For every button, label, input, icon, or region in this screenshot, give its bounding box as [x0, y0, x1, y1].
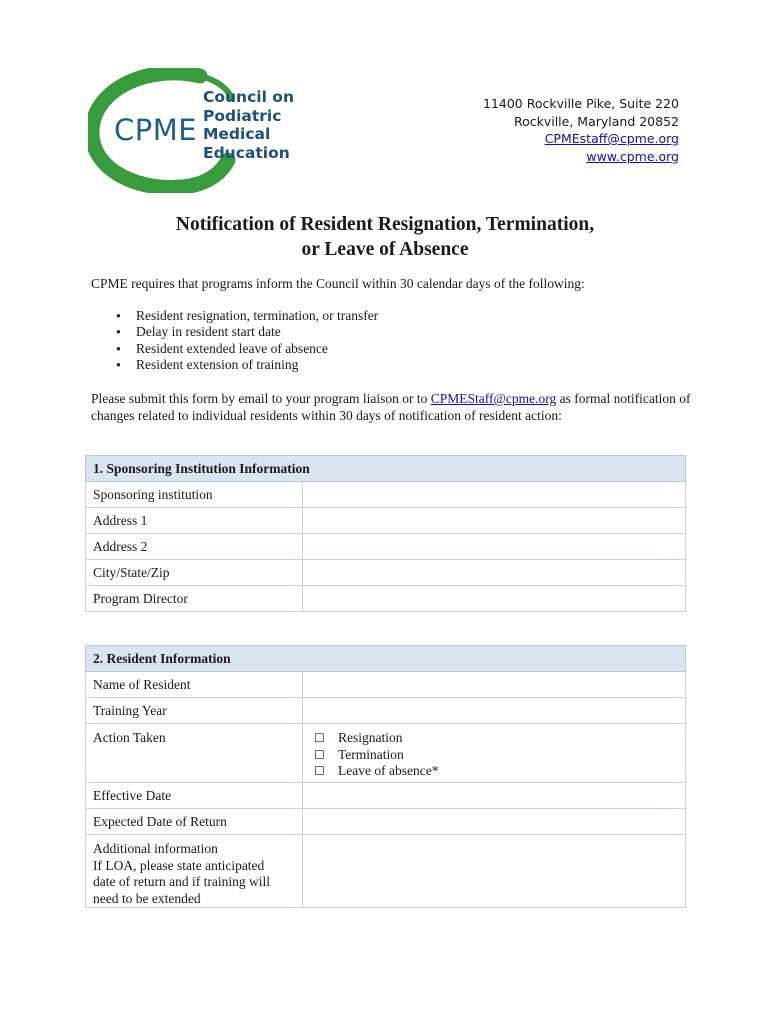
city-state-zip-field[interactable] — [303, 560, 686, 586]
option-resignation[interactable]: ☐ Resignation — [314, 730, 403, 745]
table-row — [86, 560, 686, 586]
field-label: Address 2 — [86, 534, 303, 560]
cpme-logo — [88, 68, 328, 193]
expected-return-date-field[interactable] — [303, 809, 686, 835]
table-row — [86, 534, 686, 560]
table-row — [86, 482, 686, 508]
table-row — [86, 508, 686, 534]
resident-name-field[interactable] — [303, 672, 686, 698]
list-item: ● Resident resignation, termination, or transfer — [116, 308, 378, 324]
table-row — [86, 809, 686, 835]
organization-address — [483, 95, 679, 165]
logo-organization-name: Council on Podiatric Medical Education — [203, 88, 294, 162]
sponsoring-institution-table — [85, 455, 686, 612]
program-director-field[interactable] — [303, 586, 686, 612]
field-label: Effective Date — [86, 783, 303, 809]
table-row — [86, 672, 686, 698]
table-row — [86, 835, 686, 908]
checkbox-icon[interactable]: ☐ — [314, 764, 325, 778]
table-row — [86, 586, 686, 612]
table-row — [86, 783, 686, 809]
field-label: Additional information If LOA, please state anticipated date of return and if training will need to be extended — [86, 835, 303, 908]
table-row — [86, 698, 686, 724]
logo-abbreviation: CPME — [114, 113, 198, 147]
checkbox-icon[interactable]: ☐ — [314, 731, 325, 745]
additional-information-field[interactable] — [303, 835, 686, 908]
checkbox-icon[interactable]: ☐ — [314, 747, 325, 762]
address2-field[interactable] — [303, 534, 686, 560]
list-item: ● Resident extension of training — [116, 357, 378, 373]
address-line-1: 11400 Rockville Pike, Suite 220 — [482, 96, 679, 111]
field-label: Action Taken — [86, 724, 303, 783]
website-link[interactable]: www.cpme.org — [586, 148, 679, 164]
resident-information-table — [85, 645, 686, 908]
page-title: Notification of Resident Resignation, Termination, or Leave of Absence — [175, 214, 595, 260]
field-label: Program Director — [86, 586, 303, 612]
field-label: Expected Date of Return — [86, 809, 303, 835]
list-item: ● Resident extended leave of absence — [116, 341, 378, 357]
sponsoring-institution-field[interactable] — [303, 482, 686, 508]
email-link[interactable]: CPMEstaff@cpme.org — [544, 131, 679, 146]
option-termination[interactable]: ☐ Termination — [314, 746, 404, 762]
requirements-list — [116, 308, 378, 373]
submission-instructions: Please submit this form by email to your program liaison or to CPMEStaff@cpme.org as formal notification of changes related to individual residents within 30 days of notification of resident action: — [91, 391, 691, 423]
table-row — [86, 724, 686, 783]
field-label: Training Year — [86, 698, 303, 724]
address1-field[interactable] — [303, 508, 686, 534]
section-header: 1. Sponsoring Institution Information — [86, 456, 686, 482]
option-leave-of-absence[interactable]: ☐ Leave of absence* — [314, 763, 439, 778]
list-item: ● Delay in resident start date — [116, 324, 378, 340]
intro-text: CPME requires that programs inform the Council within 30 calendar days of the following: — [91, 276, 585, 291]
training-year-field[interactable] — [303, 698, 686, 724]
action-taken-options — [303, 724, 686, 783]
submit-email-link[interactable]: CPMEStaff@cpme.org — [430, 391, 557, 406]
field-label: Name of Resident — [86, 672, 303, 698]
effective-date-field[interactable] — [303, 783, 686, 809]
section-header: 2. Resident Information — [86, 646, 686, 672]
address-line-2: Rockville, Maryland 20852 — [513, 113, 679, 129]
field-label: Sponsoring institution — [86, 482, 303, 508]
field-label: Address 1 — [86, 508, 303, 534]
field-label: City/State/Zip — [86, 560, 303, 586]
